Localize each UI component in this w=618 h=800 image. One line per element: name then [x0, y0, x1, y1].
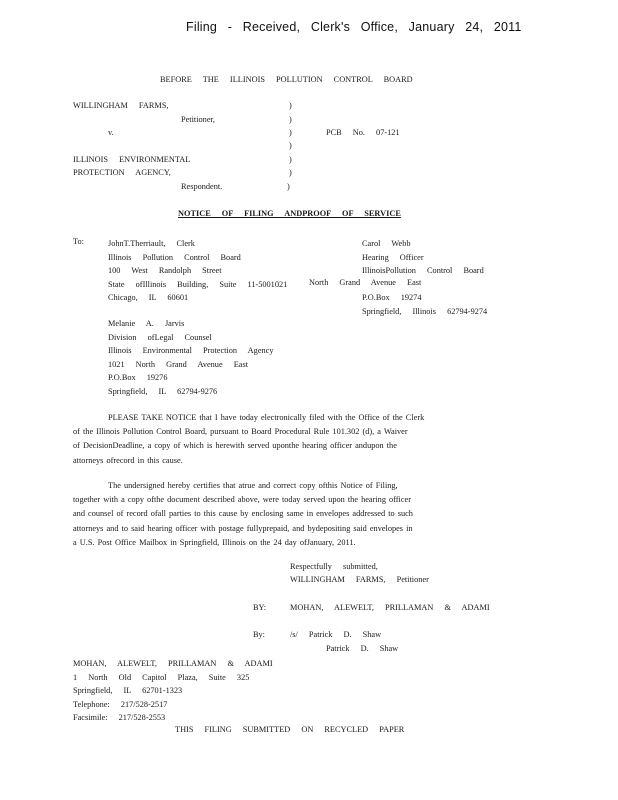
recipient-clerk-line: Illinois Pollution Control Board — [108, 252, 241, 262]
certification-paragraph-line: a U.S. Post Office Mailbox in Springfield, Illinois on the 24 day ofJanuary, 2011. — [73, 537, 356, 547]
notice-paragraph-line: of the Illinois Pollution Control Board, pursuant to Board Procedural Rule 101.302 (d), a Waiver — [73, 427, 408, 437]
recipient-clerk-line: JohnT.Therriault, Clerk — [108, 239, 195, 248]
recipient-clerk-line: Chicago, IL 60601 — [108, 293, 189, 303]
filing-stamp-header: Filing - Received, Clerk's Office, January 24, 2011 — [186, 20, 522, 34]
recipient-clerk-line: 100 West Randolph Street — [108, 266, 222, 276]
caption-bracket: ) — [289, 101, 292, 110]
recipient-agency-line: 1021 North Grand Avenue East — [108, 359, 248, 369]
recipient-agency-line: Division ofLegal Counsel — [108, 332, 212, 342]
versus-label: v. — [108, 128, 114, 137]
certification-paragraph-line: and counsel of record ofall parties to this cause by enclosing same in envelopes addressed to such — [73, 509, 413, 519]
firm-block-line: Springfield, IL 62701-1323 — [73, 686, 183, 696]
recycled-paper-note: THIS FILING SUBMITTED ON RECYCLED PAPER — [175, 725, 405, 734]
caption-bracket: ) — [287, 182, 290, 191]
caption-bracket: ) — [289, 115, 292, 124]
recipient-clerk-line: State ofIllinois Building, Suite 11-5001021 — [108, 279, 288, 289]
notice-title: NOTICE OF FILING ANDPROOF OF SERVICE — [178, 209, 401, 218]
to-label: To: — [73, 237, 84, 246]
signature-party: WILLINGHAM FARMS, Petitioner — [290, 575, 429, 584]
firm-block-line: Telephone: 217/528-2517 — [73, 699, 168, 709]
recipient-agency-line: Illinois Environmental Protection Agency — [108, 346, 274, 356]
recipient-agency-line: P.O.Box 19276 — [108, 373, 168, 383]
recipient-agency-line: Springfield, IL 62794-9276 — [108, 386, 218, 396]
recipient-hearing-line: Springfield, Illinois 62794-9274 — [362, 306, 488, 316]
electronic-signature: /s/ Patrick D. Shaw — [290, 630, 382, 639]
caption-bracket: ) — [289, 168, 292, 177]
recipient-hearing-line — [362, 278, 487, 292]
board-title: BEFORE THE ILLINOIS POLLUTION CONTROL BOARD — [160, 75, 413, 84]
case-number: PCB No. 07-121 — [326, 128, 400, 137]
notice-paragraph-line: of DecisionDeadline, a copy of which is herewith served uponthe hearing officer andupon the — [73, 441, 397, 451]
printed-name: Patrick D. Shaw — [326, 644, 399, 653]
certification-paragraph-line: The undersigned hereby certifies that atrue and correct copy ofthis Notice of Filing, — [108, 481, 398, 490]
recipient-hearing-officer — [362, 237, 487, 319]
firm-block-line: 1 North Old Capitol Plaza, Suite 325 — [73, 672, 250, 682]
firm-contact-block — [73, 657, 273, 725]
respondent-line1: ILLINOIS ENVIRONMENTAL — [73, 155, 191, 164]
notice-paragraph-line: PLEASE TAKE NOTICE that I have today electronically filed with the Office of the Clerk — [108, 413, 425, 422]
respondent-line2: PROTECTION AGENCY, — [73, 168, 171, 177]
recipient-agency-line: Melanie A. Jarvis — [108, 319, 185, 328]
recipient-hearing-line: IllinoisPollution Control Board — [362, 266, 484, 276]
notice-paragraph — [73, 411, 519, 468]
recipient-hearing-line: Carol Webb — [362, 239, 411, 248]
firm-block-line: Facsimile: 217/528-2553 — [73, 713, 166, 723]
petitioner-name: WILLINGHAM FARMS, — [73, 101, 169, 110]
petitioner-role: Petitioner, — [181, 115, 216, 124]
caption-bracket: ) — [289, 141, 292, 150]
recipient-clerk — [108, 237, 287, 305]
recipient-agency — [108, 317, 274, 399]
certification-paragraph-line: together with a copy ofthe document described above, were today served upon the hearing officer — [73, 495, 411, 505]
respectfully-submitted: Respectfully submitted, — [290, 562, 378, 571]
recipient-hearing-line: P.O.Box 19274 — [362, 293, 422, 303]
recipient-clerk-extra: North Grand Avenue East — [309, 278, 422, 287]
respondent-role: Respondent. — [181, 182, 223, 191]
recipient-hearing-line: Hearing Officer — [362, 252, 424, 262]
caption-bracket: ) — [289, 155, 292, 164]
firm-block-line: MOHAN, ALEWELT, PRILLAMAN & ADAMI — [73, 659, 273, 668]
certification-paragraph-line: attorneys and to said hearing officer with postage fullyprepaid, and bydepositing said envelopes in — [73, 523, 413, 533]
signature-firm: MOHAN, ALEWELT, PRILLAMAN & ADAMI — [290, 603, 490, 612]
certification-paragraph — [73, 479, 519, 550]
caption-bracket: ) — [289, 128, 292, 137]
notice-paragraph-line: attorneys ofrecord in this cause. — [73, 455, 183, 465]
by2-label: By: — [253, 630, 265, 639]
by-label: BY: — [253, 603, 267, 612]
